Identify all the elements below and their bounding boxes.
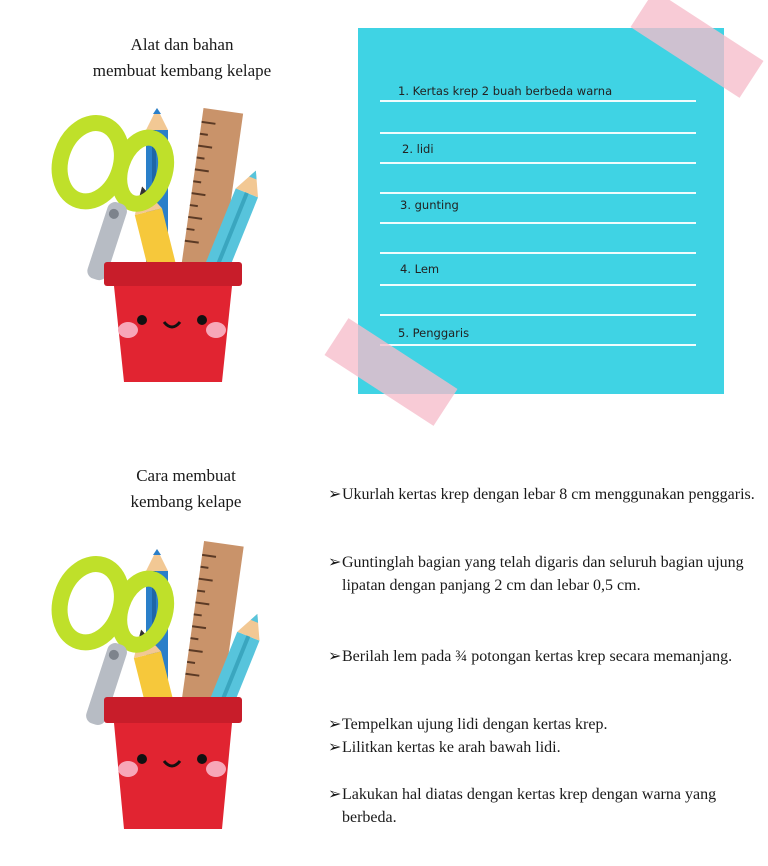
tools-heading-line2: membuat kembang kelape — [92, 61, 272, 80]
pot-icon — [104, 697, 242, 829]
note-item: 1. Kertas krep 2 buah berbeda warna — [398, 84, 613, 98]
note-item: 5. Penggaris — [398, 326, 470, 340]
note-rule — [380, 252, 696, 254]
note-rule — [380, 314, 696, 316]
step-text: Lilitkan kertas ke arah bawah lidi. — [342, 739, 561, 756]
note-rule — [380, 192, 696, 194]
stationery-pot-illustration-2 — [40, 537, 260, 837]
arrow-bullet-icon: ➢ — [328, 648, 342, 665]
step-text: Ukurlah kertas krep dengan lebar 8 cm menggunakan penggaris. — [342, 486, 755, 503]
stationery-pot-illustration — [40, 100, 260, 390]
arrow-bullet-icon: ➢ — [328, 554, 342, 571]
tools-heading — [72, 32, 292, 84]
step-item — [328, 736, 758, 759]
step-item — [328, 645, 758, 668]
step-text: Tempelkan ujung lidi dengan kertas krep. — [342, 716, 608, 733]
arrow-bullet-icon: ➢ — [328, 486, 342, 503]
step-item — [328, 483, 758, 506]
step-item — [328, 713, 758, 736]
note-rule — [380, 222, 696, 224]
note-rule — [380, 344, 696, 346]
step-text: Lakukan hal diatas dengan kertas krep dengan warna yang berbeda. — [342, 786, 717, 826]
note-card — [358, 28, 724, 394]
step-item — [328, 551, 758, 597]
arrow-bullet-icon: ➢ — [328, 786, 342, 803]
step-item — [328, 783, 758, 829]
note-rule — [380, 162, 696, 164]
step-text: Guntinglah bagian yang telah digaris dan seluruh bagian ujung lipatan dengan panjang 2 cm dan lebar 0,5 cm. — [342, 554, 744, 594]
note-item: 4. Lem — [400, 262, 440, 276]
note-rule — [380, 284, 696, 286]
note-rule — [380, 100, 696, 102]
note-rule — [380, 132, 696, 134]
steps-heading-line2: kembang kelape — [130, 492, 242, 511]
steps-heading — [96, 463, 276, 515]
steps-heading-line1: Cara membuat — [136, 466, 236, 485]
pot-icon — [104, 262, 242, 382]
note-item: 3. gunting — [400, 198, 459, 212]
arrow-bullet-icon: ➢ — [328, 739, 342, 756]
arrow-bullet-icon: ➢ — [328, 716, 342, 733]
note-item: 2. lidi — [402, 142, 434, 156]
step-text: Berilah lem pada ¾ potongan kertas krep secara memanjang. — [342, 648, 733, 665]
tools-heading-line1: Alat dan bahan — [130, 35, 234, 54]
